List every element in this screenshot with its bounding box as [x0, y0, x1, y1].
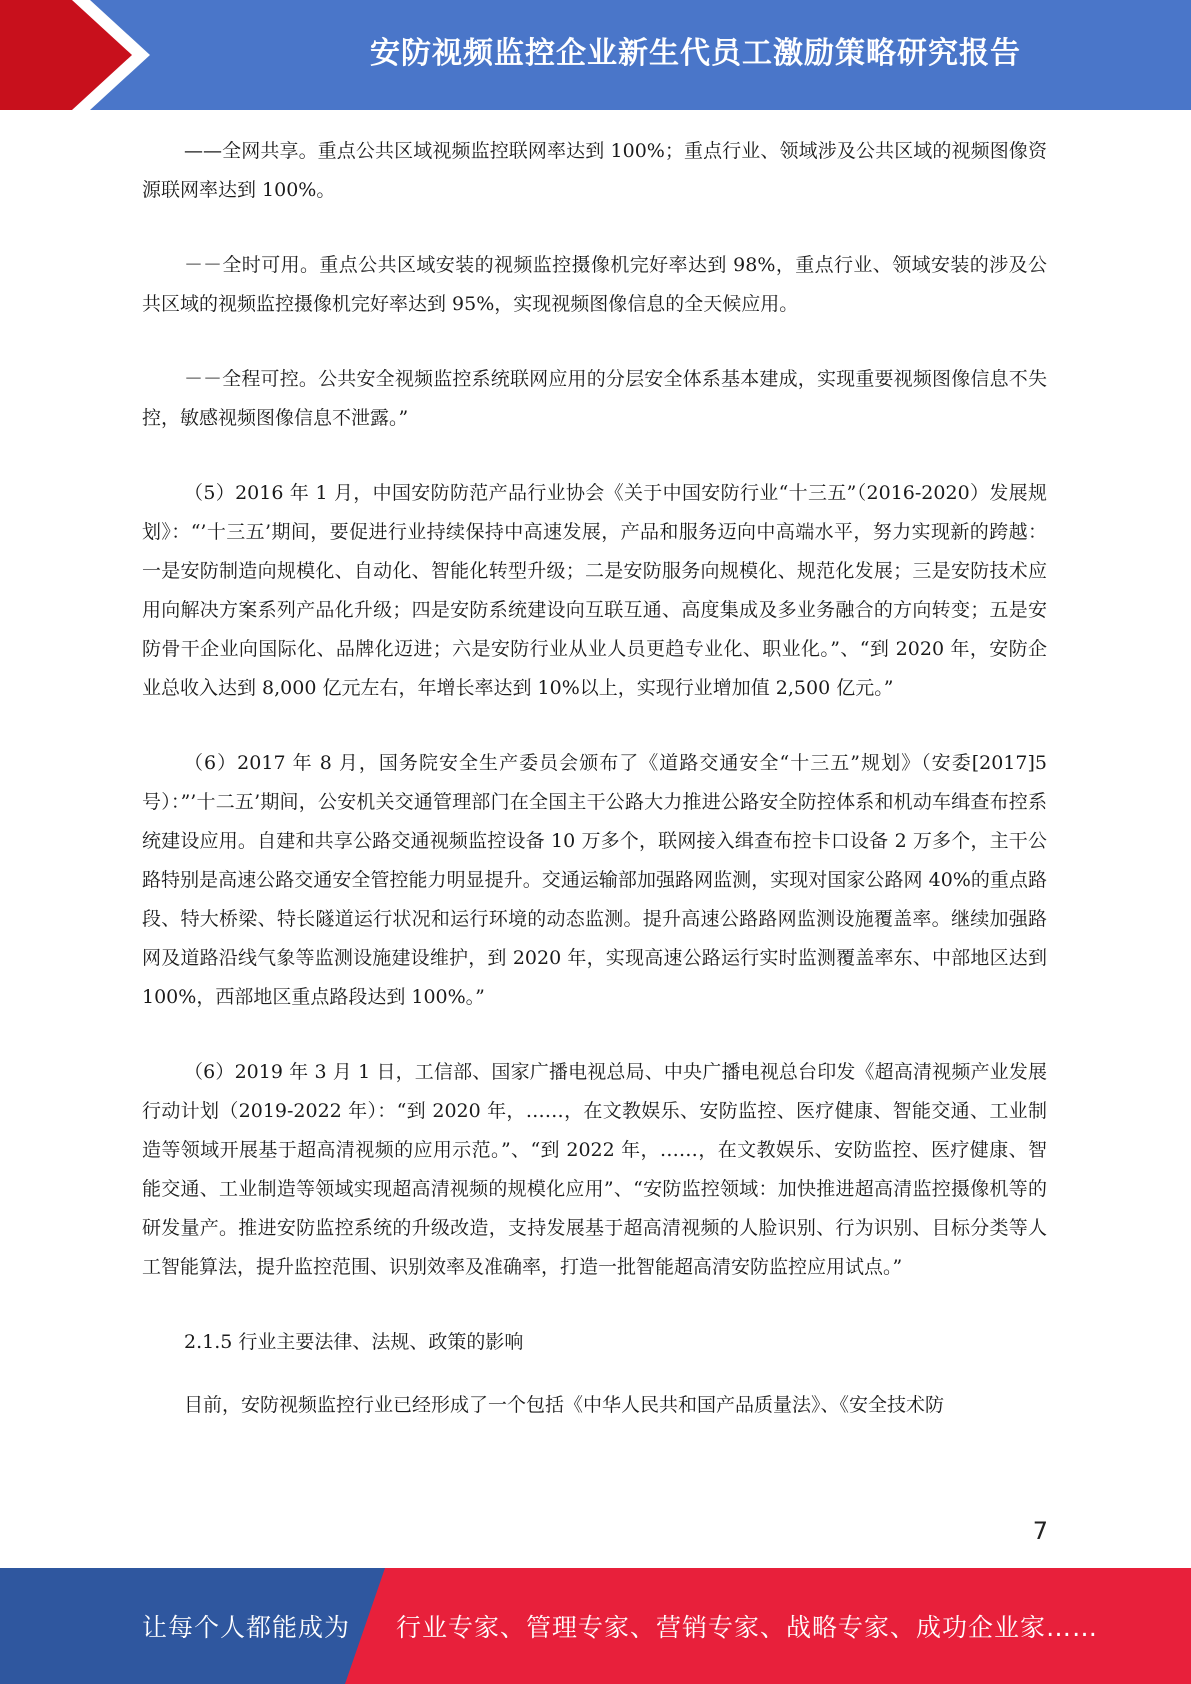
paragraph-network-sharing: ——全网共享。重点公共区域视频监控联网率达到 100%；重点行业、领域涉及公共区域的视频图像资源联网率达到 100%。	[142, 140, 1047, 201]
paragraph-always-available: －－全时可用。重点公共区域安装的视频监控摄像机完好率达到 98%，重点行业、领域安装的涉及公共区域的视频监控摄像机完好率达到 95%，实现视频图像信息的全天候应用。	[142, 254, 1047, 315]
page-number: 7	[1032, 1517, 1048, 1545]
paragraph-laws-intro: 目前，安防视频监控行业已经形成了一个包括《中华人民共和国产品质量法》、《安全技术防	[184, 1394, 945, 1416]
paragraph-2016-plan: （5）2016 年 1 月，中国安防防范产品行业协会《关于中国安防行业“十三五”（2016-2020）发展规划》：“’十三五’期间，要促进行业持续保持中高速发展，产品和服务迈向中高端水平，努力实现新的跨越：一是安防制造向规模化、自动化、智能化转型升级；二是安防服务向规模化、规范化发展；三是安防技术应用向解决方案系列产品化升级；四是安防系统建设向互联互通、高度集成及多业务融合的方向转变；五是安防骨干企业向国际化、品牌化迈进；六是安防行业从业人员更趋专业化、职业化。”、“到 2020 年，安防企业总收入达到 8,000 亿元左右，年增长率达到 10%以上，实现行业增加值 2,500 亿元。”	[142, 482, 1047, 699]
footer-slogan-right: 行业专家、管理专家、营销专家、战略专家、成功企业家……	[396, 1613, 1099, 1642]
footer-slogan-left: 让每个人都能成为	[142, 1613, 351, 1642]
paragraph-2017-road-safety: （6）2017 年 8 月，国务院安全生产委员会颁布了《道路交通安全“十三五”规划》（安委[2017]5 号）：”’十二五’期间，公安机关交通管理部门在全国主干公路大力推进公路安全防控体系和机动车缉查布控系统建设应用。自建和共享公路交通视频监控设备 10 万多个，联网接入缉查布控卡口设备 2 万多个，主干公路特别是高速公路交通安全管控能力明显提升。交通运输部加强路网监测，实现对国家公路网 40%的重点路段、特大桥梁、特长隧道运行状况和运行环境的动态监测。提升高速公路路网监测设施覆盖率。继续加强路网及道路沿线气象等监测设施建设维护，到 2020 年，实现高速公路运行实时监测覆盖率东、中部地区达到 100%，西部地区重点路段达到 100%。”	[142, 752, 1047, 1008]
paragraph-2019-uhd-video: （6）2019 年 3 月 1 日，工信部、国家广播电视总局、中央广播电视总台印发《超高清视频产业发展行动计划（2019-2022 年）：“到 2020 年，……，在文教娱乐、安防监控、医疗健康、智能交通、工业制造等领域开展基于超高清视频的应用示范。”、“到 2022 年，……，在文教娱乐、安防监控、医疗健康、智能交通、工业制造等领域实现超高清视频的规模化应用”、“安防监控领域：加快推进超高清监控摄像机等的研发量产。推进安防监控系统的升级改造，支持发展基于超高清视频的人脸识别、行为识别、目标分类等人工智能算法，提升监控范围、识别效率及准确率，打造一批智能超高清安防监控应用试点。”	[142, 1061, 1047, 1278]
header-arrow-icon	[0, 0, 150, 110]
paragraph-fully-controllable: －－全程可控。公共安全视频监控系统联网应用的分层安全体系基本建成，实现重要视频图像信息不失控，敏感视频图像信息不泄露。”	[142, 368, 1047, 429]
page-footer	[0, 1568, 1191, 1684]
document-title: 安防视频监控企业新生代员工激励策略研究报告	[370, 36, 1021, 71]
document-body	[142, 132, 1047, 1461]
page-header	[0, 0, 1191, 110]
section-heading-2-1-5: 2.1.5 行业主要法律、法规、政策的影响	[184, 1331, 524, 1353]
